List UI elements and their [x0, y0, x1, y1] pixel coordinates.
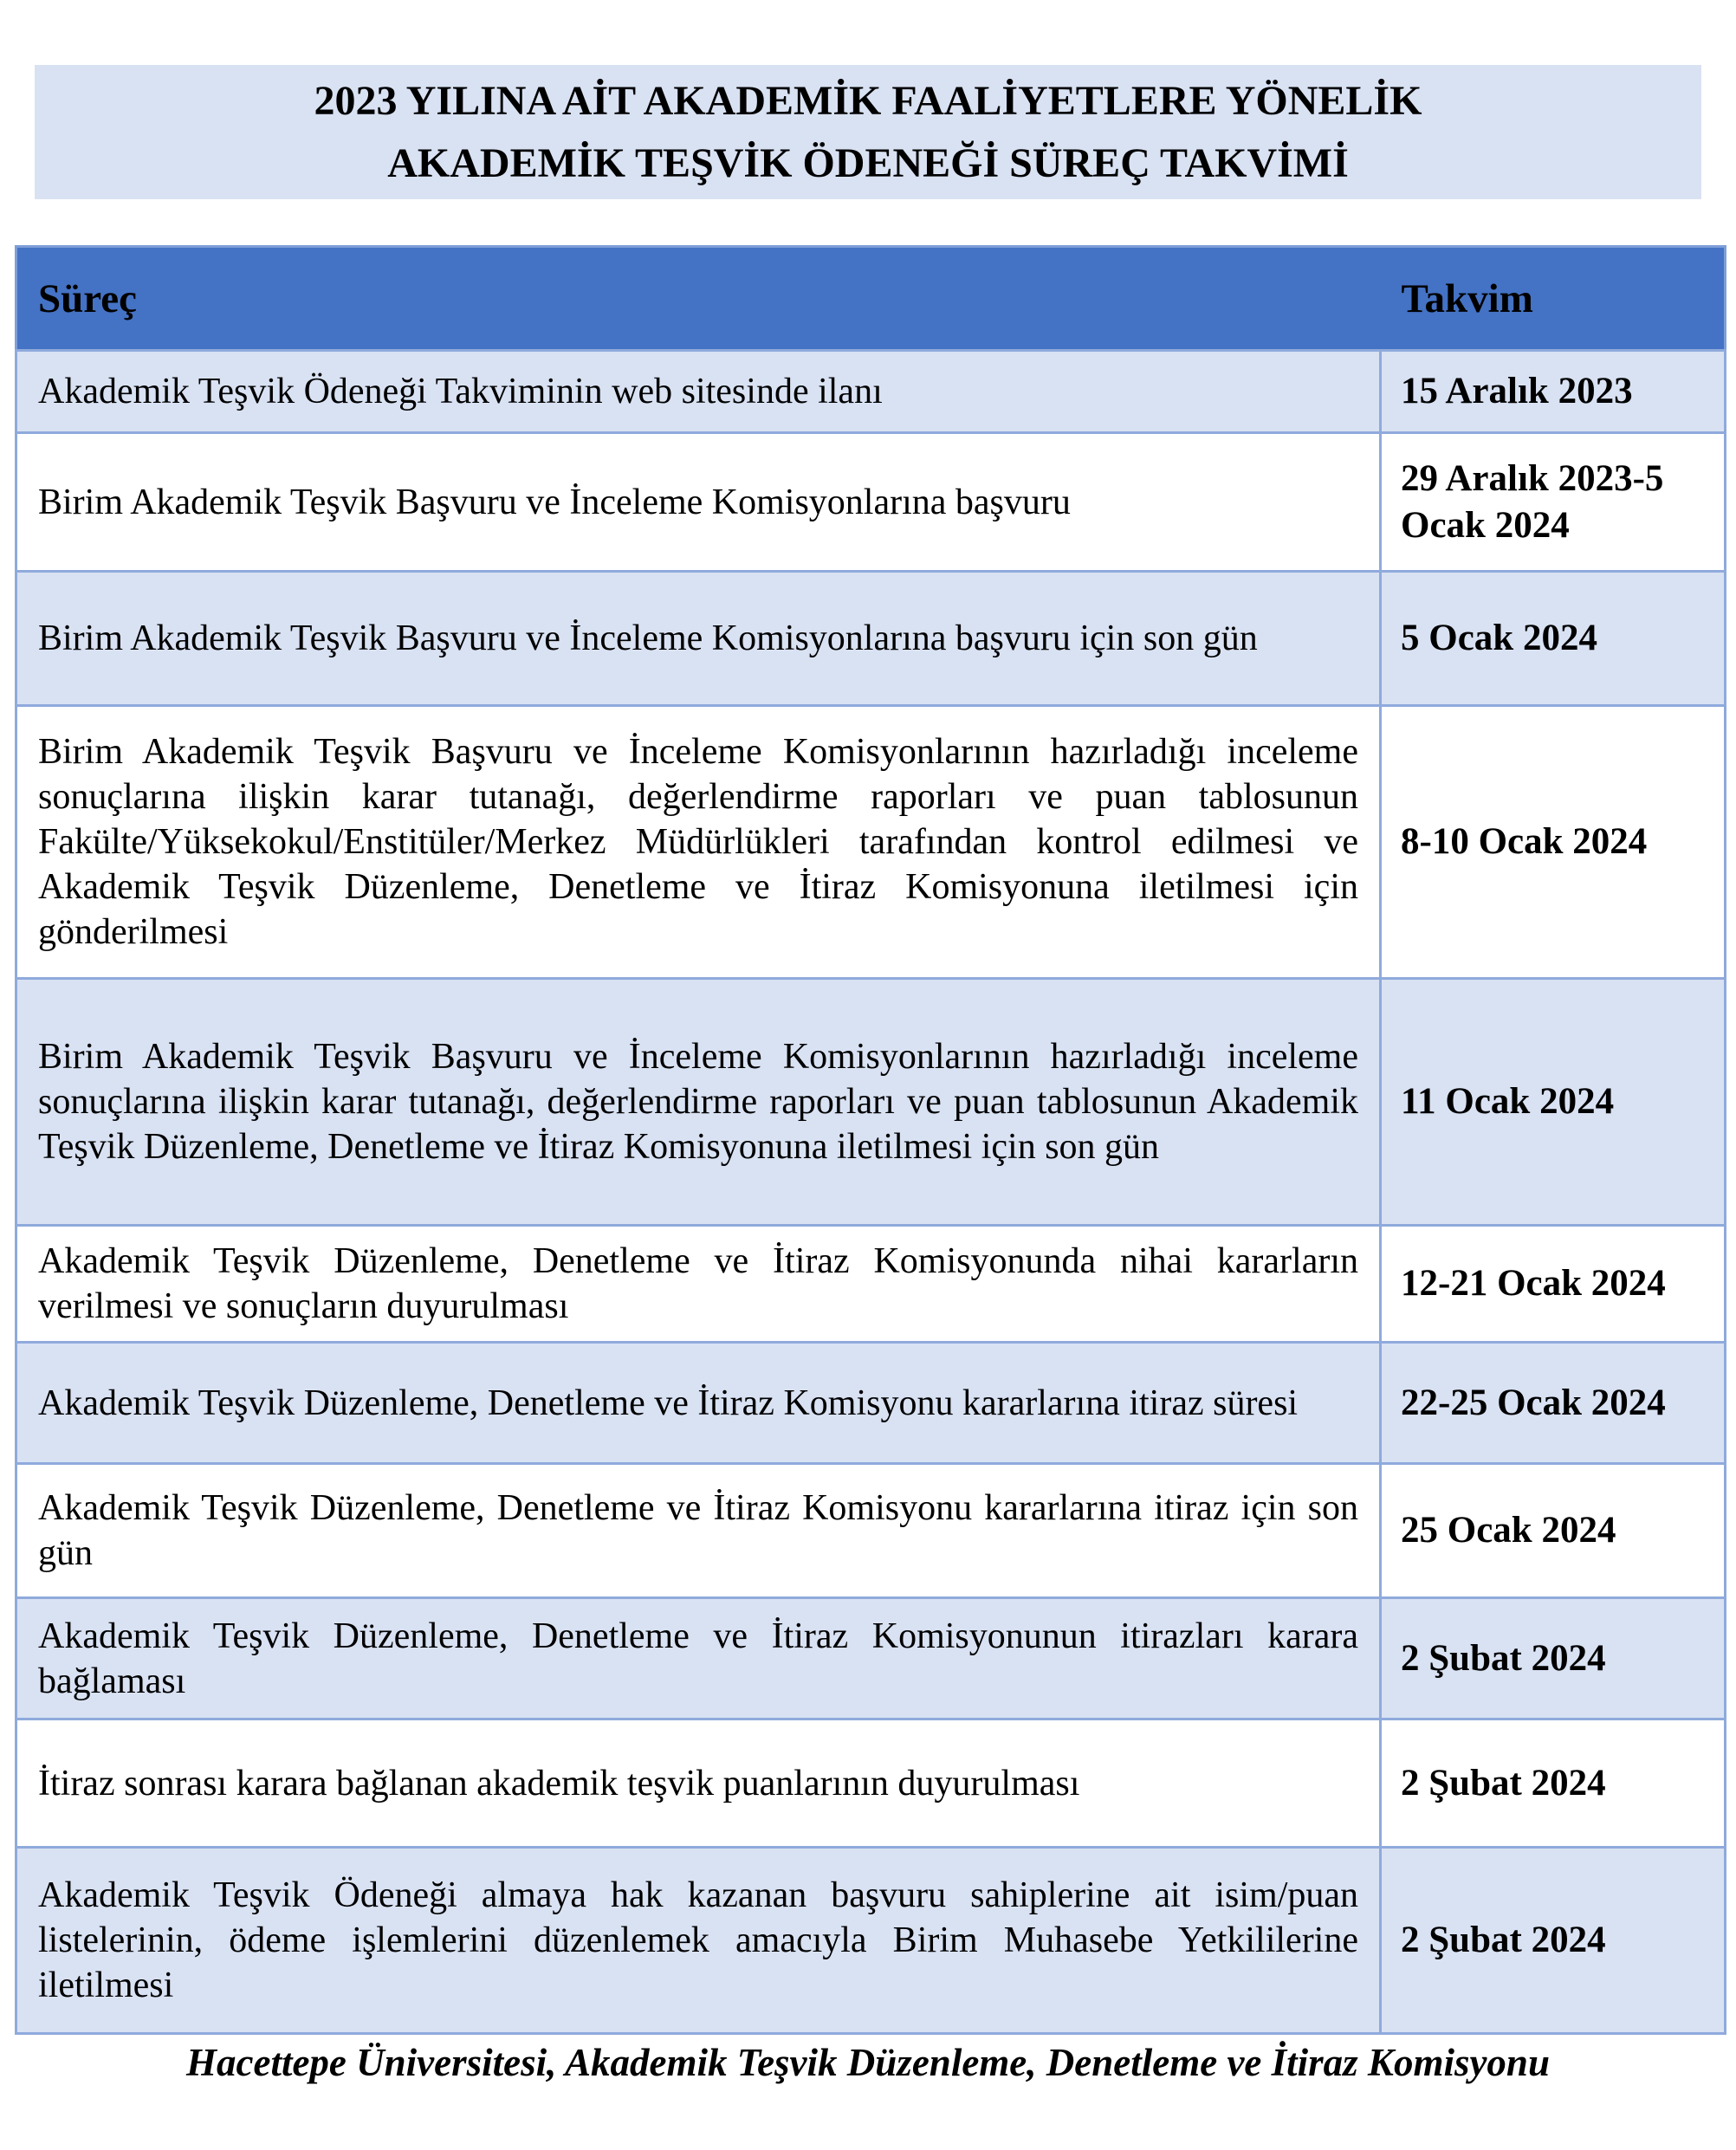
process-cell: Akademik Teşvik Düzenleme, Denetleme ve İtiraz Komisyonu kararlarına itiraz için son gün: [16, 1464, 1381, 1598]
process-cell: İtiraz sonrası karara bağlanan akademik teşvik puanlarının duyurulması: [16, 1719, 1381, 1848]
table-row: [16, 433, 1726, 572]
table-row: [16, 706, 1726, 979]
date-cell: 2 Şubat 2024: [1381, 1598, 1726, 1719]
date-cell: 8-10 Ocak 2024: [1381, 706, 1726, 979]
table-row: [16, 1848, 1726, 2034]
process-cell: Akademik Teşvik Ödeneği almaya hak kazanan başvuru sahiplerine ait isim/puan listelerinin, ödeme işlemlerini düzenlemek amacıyla Birim Muhasebe Yetkililerine iletilmesi: [16, 1848, 1381, 2034]
table-row: [16, 572, 1726, 706]
footer-signature: Hacettepe Üniversitesi, Akademik Teşvik Düzenleme, Denetleme ve İtiraz Komisyonu: [186, 2041, 1550, 2084]
table-row: [16, 979, 1726, 1226]
table-row: [16, 1464, 1726, 1598]
process-cell: Birim Akademik Teşvik Başvuru ve İnceleme Komisyonlarına başvuru için son gün: [16, 572, 1381, 706]
column-header-takvim: Takvim: [1381, 247, 1726, 351]
process-cell: Akademik Teşvik Düzenleme, Denetleme ve İtiraz Komisyonu kararlarına itiraz süresi: [16, 1343, 1381, 1464]
date-cell: 2 Şubat 2024: [1381, 1719, 1726, 1848]
date-cell: 12-21 Ocak 2024: [1381, 1226, 1726, 1343]
process-cell: Akademik Teşvik Düzenleme, Denetleme ve İtiraz Komisyonunun itirazları karara bağlaması: [16, 1598, 1381, 1719]
date-cell: 5 Ocak 2024: [1381, 572, 1726, 706]
process-cell: Akademik Teşvik Ödeneği Takviminin web sitesinde ilanı: [16, 351, 1381, 433]
schedule-table: [15, 245, 1726, 2035]
table-row: [16, 1719, 1726, 1848]
title-line-1: 2023 YILINA AİT AKADEMİK FAALİYETLERE YÖNELİK: [314, 77, 1422, 124]
table-row: [16, 1343, 1726, 1464]
date-cell: 11 Ocak 2024: [1381, 979, 1726, 1226]
table-row: [16, 351, 1726, 433]
table-header-row: [16, 247, 1726, 351]
date-cell: 29 Aralık 2023-5 Ocak 2024: [1381, 433, 1726, 572]
date-cell: 15 Aralık 2023: [1381, 351, 1726, 433]
column-header-surec: Süreç: [16, 247, 1381, 351]
process-cell: Birim Akademik Teşvik Başvuru ve İnceleme Komisyonlarının hazırladığı inceleme sonuçlarına ilişkin karar tutanağı, değerlendirme raporları ve puan tablosunun Fakülte/Yüksekokul/Enstitüler/Merkez Müdürlükleri tarafından kontrol edilmesi ve Akademik Teşvik Düzenleme, Denetleme ve İtiraz Komisyonuna iletilmesi için gönderilmesi: [16, 706, 1381, 979]
process-cell: Birim Akademik Teşvik Başvuru ve İnceleme Komisyonlarının hazırladığı inceleme sonuçlarına ilişkin karar tutanağı, değerlendirme raporları ve puan tablosunun Akademik Teşvik Düzenleme, Denetleme ve İtiraz Komisyonuna iletilmesi için son gün: [16, 979, 1381, 1226]
table-row: [16, 1598, 1726, 1719]
process-cell: Birim Akademik Teşvik Başvuru ve İnceleme Komisyonlarına başvuru: [16, 433, 1381, 572]
date-cell: 22-25 Ocak 2024: [1381, 1343, 1726, 1464]
document-title: [35, 65, 1701, 199]
date-cell: 25 Ocak 2024: [1381, 1464, 1726, 1598]
process-cell: Akademik Teşvik Düzenleme, Denetleme ve İtiraz Komisyonunda nihai kararların verilmesi ve sonuçların duyurulması: [16, 1226, 1381, 1343]
table-row: [16, 1226, 1726, 1343]
title-line-2: AKADEMİK TEŞVİK ÖDENEĞİ SÜREÇ TAKVİMİ: [387, 139, 1349, 186]
date-cell: 2 Şubat 2024: [1381, 1848, 1726, 2034]
